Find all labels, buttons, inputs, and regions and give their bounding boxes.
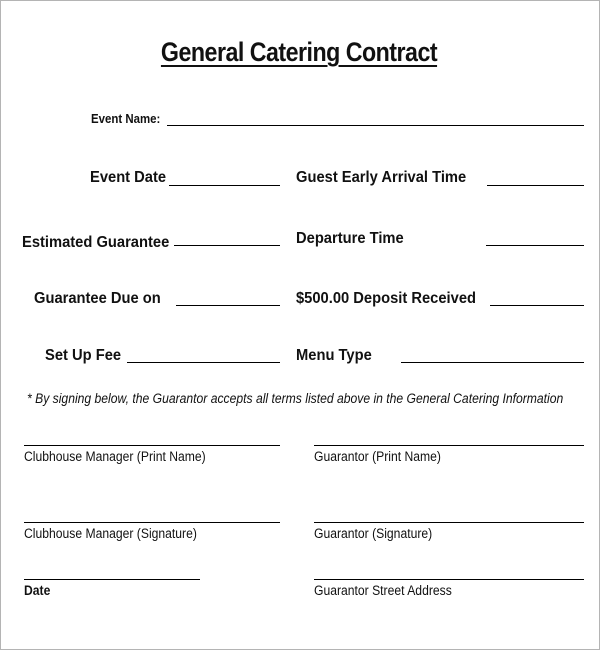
manager-print-name-line[interactable] [24,445,280,446]
event-name-field[interactable] [167,125,584,126]
manager-signature-line[interactable] [24,522,280,523]
manager-signature-caption: Clubhouse Manager (Signature) [24,526,197,541]
guarantee-due-on-label: Guarantee Due on [34,290,161,307]
guarantor-print-name-caption: Guarantor (Print Name) [314,449,441,464]
manager-print-name-caption: Clubhouse Manager (Print Name) [24,449,206,464]
deposit-received-field[interactable] [490,305,584,306]
departure-time-label: Departure Time [296,230,404,247]
guarantee-due-on-field[interactable] [176,305,280,306]
date-line[interactable] [24,579,200,580]
guarantor-print-name-line[interactable] [314,445,584,446]
event-name-label: Event Name: [91,111,161,126]
guarantor-signature-caption: Guarantor (Signature) [314,526,433,541]
estimated-guarantee-label: Estimated Guarantee [22,234,170,251]
date-caption: Date [24,583,51,598]
deposit-received-label: $500.00 Deposit Received [296,290,477,307]
guest-early-arrival-field[interactable] [487,185,584,186]
departure-time-field[interactable] [486,245,584,246]
guarantor-signature-line[interactable] [314,522,584,523]
menu-type-field[interactable] [401,362,584,363]
event-date-field[interactable] [169,185,280,186]
guarantor-address-line[interactable] [314,579,584,580]
terms-note: * By signing below, the Guarantor accepts all terms listed above in the General Catering Information [27,391,564,406]
set-up-fee-field[interactable] [127,362,280,363]
estimated-guarantee-field[interactable] [174,245,280,246]
event-date-label: Event Date [90,169,167,186]
menu-type-label: Menu Type [296,347,372,364]
page-title: General Catering Contract [160,37,438,67]
guarantor-address-caption: Guarantor Street Address [314,583,452,598]
set-up-fee-label: Set Up Fee [45,347,122,364]
guest-early-arrival-label: Guest Early Arrival Time [296,169,467,186]
